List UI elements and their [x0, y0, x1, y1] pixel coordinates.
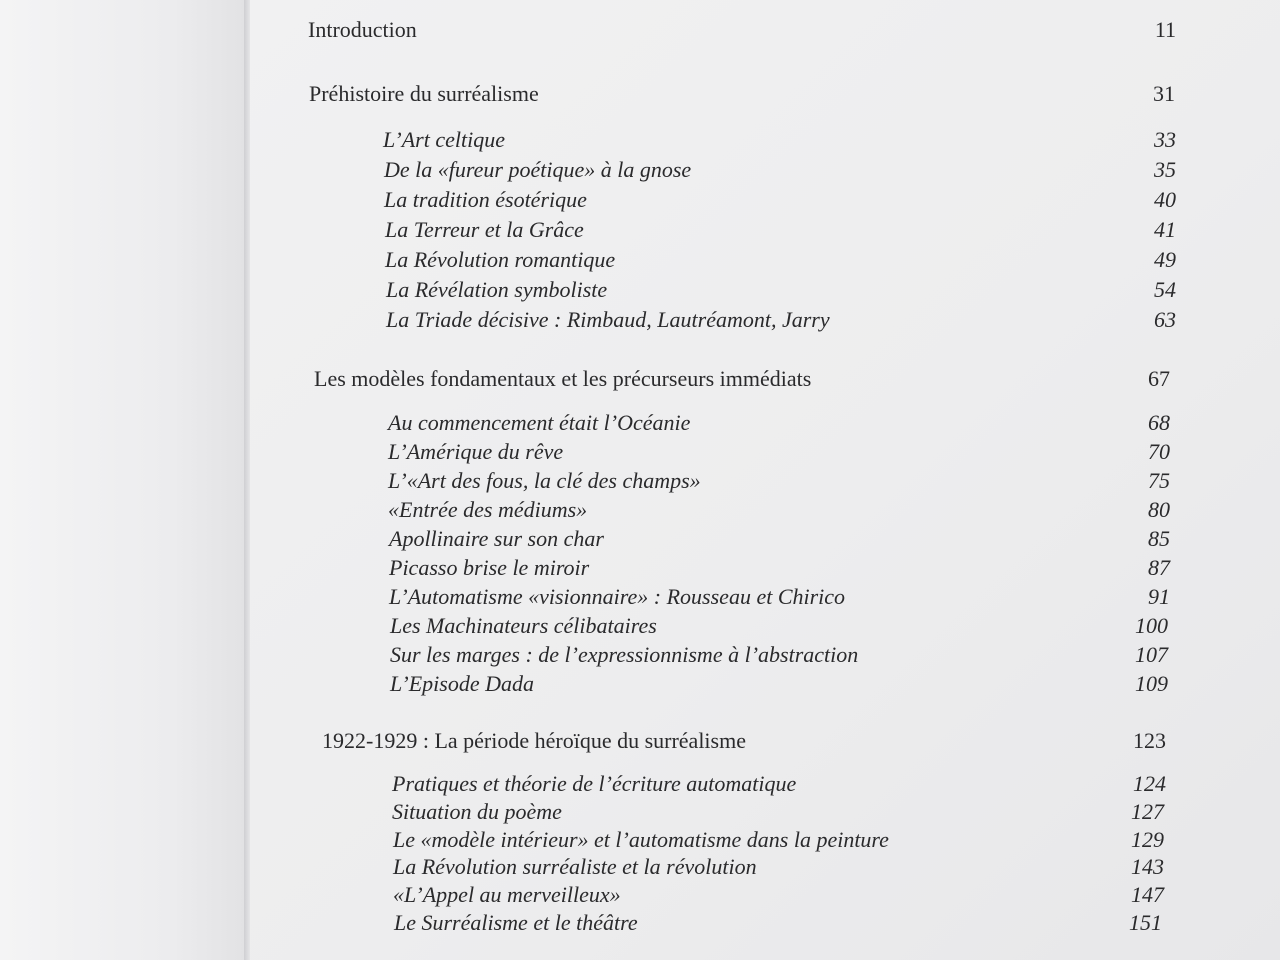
entry-page-number: 91 — [1148, 584, 1170, 609]
entry-title: L’«Art des fous, la clé des champs» — [388, 468, 701, 493]
entry-title: La Révolution romantique — [385, 247, 616, 272]
entry-page-number: 68 — [1148, 410, 1170, 435]
toc-entry — [390, 669, 1168, 699]
toc-entry — [393, 880, 1164, 910]
toc-entry — [386, 305, 1176, 335]
entry-title: La tradition ésotérique — [384, 187, 587, 212]
toc-entry — [388, 466, 1170, 496]
entry-title: Au commencement était l’Océanie — [388, 410, 691, 435]
toc-section-prehistoire — [309, 79, 1175, 109]
toc-entry — [390, 640, 1168, 670]
toc-entry — [390, 611, 1168, 641]
toc-entry — [385, 245, 1176, 275]
entry-page-number: 147 — [1131, 882, 1164, 907]
entry-page-number: 107 — [1135, 642, 1168, 667]
entry-page-number: 127 — [1131, 799, 1164, 824]
entry-page-number: 75 — [1148, 468, 1170, 493]
toc-section-modeles — [314, 364, 1170, 394]
toc-entry — [394, 908, 1162, 938]
toc-entry — [389, 553, 1170, 583]
entry-title: Sur les marges : de l’expressionnisme à l’abstraction — [390, 642, 859, 667]
toc-entry — [386, 275, 1176, 305]
entry-title: Apollinaire sur son char — [389, 526, 604, 551]
toc-section-introduction — [308, 15, 1176, 45]
entry-title: L’Episode Dada — [390, 671, 535, 696]
toc-entry — [393, 852, 1164, 882]
entry-title: Les Machinateurs célibataires — [390, 613, 657, 638]
toc-entry — [392, 769, 1166, 799]
entry-title: «Entrée des médiums» — [388, 497, 588, 522]
toc-entry — [388, 408, 1170, 438]
entry-page-number: 143 — [1131, 854, 1164, 879]
toc-entry — [383, 125, 1176, 155]
entry-page-number: 40 — [1154, 187, 1176, 212]
entry-page-number: 54 — [1154, 277, 1176, 302]
entry-title: La Terreur et la Grâce — [385, 217, 584, 242]
entry-title: Le «modèle intérieur» et l’automatisme dans la peinture — [393, 827, 889, 852]
section-title: 1922-1929 : La période héroïque du surréalisme — [322, 728, 746, 753]
entry-page-number: 49 — [1154, 247, 1176, 272]
entry-page-number: 87 — [1148, 555, 1170, 580]
entry-page-number: 41 — [1154, 217, 1176, 242]
entry-title: Situation du poème — [392, 799, 562, 824]
entry-title: De la «fureur poétique» à la gnose — [384, 157, 692, 182]
entry-title: L’Automatisme «visionnaire» : Rousseau et Chirico — [389, 584, 846, 609]
section-title: Les modèles fondamentaux et les précurseurs immédiats — [314, 366, 812, 391]
toc-entry — [388, 437, 1170, 467]
entry-title: La Triade décisive : Rimbaud, Lautréamont, Jarry — [386, 307, 830, 332]
entry-title: Picasso brise le miroir — [389, 555, 590, 580]
toc-entry — [384, 185, 1176, 215]
entry-title: La Révolution surréaliste et la révolution — [393, 854, 757, 879]
toc-entry — [388, 495, 1170, 525]
toc-entry — [384, 155, 1176, 185]
toc-section-periode-heroique — [322, 726, 1166, 756]
section-page-number: 67 — [1148, 366, 1170, 391]
section-page-number: 11 — [1154, 17, 1176, 42]
entry-title: Pratiques et théorie de l’écriture automatique — [392, 771, 797, 796]
section-title: Préhistoire du surréalisme — [309, 81, 539, 106]
entry-page-number: 100 — [1135, 613, 1168, 638]
entry-title: La Révélation symboliste — [386, 277, 608, 302]
entry-page-number: 124 — [1133, 771, 1166, 796]
entry-page-number: 129 — [1131, 827, 1164, 852]
entry-page-number: 70 — [1148, 439, 1170, 464]
entry-page-number: 109 — [1135, 671, 1168, 696]
section-page-number: 31 — [1153, 81, 1175, 106]
entry-title: L’Art celtique — [383, 127, 505, 152]
entry-title: Le Surréalisme et le théâtre — [394, 910, 638, 935]
section-title: Introduction — [308, 17, 417, 42]
entry-page-number: 80 — [1148, 497, 1170, 522]
toc-entry — [393, 825, 1164, 855]
entry-page-number: 33 — [1154, 127, 1176, 152]
entry-page-number: 63 — [1154, 307, 1176, 332]
section-page-number: 123 — [1133, 728, 1166, 753]
toc-entry — [392, 797, 1164, 827]
entry-page-number: 85 — [1148, 526, 1170, 551]
entry-page-number: 151 — [1129, 910, 1162, 935]
entry-title: «L’Appel au merveilleux» — [393, 882, 621, 907]
toc-entry — [385, 215, 1176, 245]
entry-title: L’Amérique du rêve — [388, 439, 564, 464]
toc-entry — [389, 582, 1170, 612]
entry-page-number: 35 — [1154, 157, 1176, 182]
toc-entry — [389, 524, 1170, 554]
